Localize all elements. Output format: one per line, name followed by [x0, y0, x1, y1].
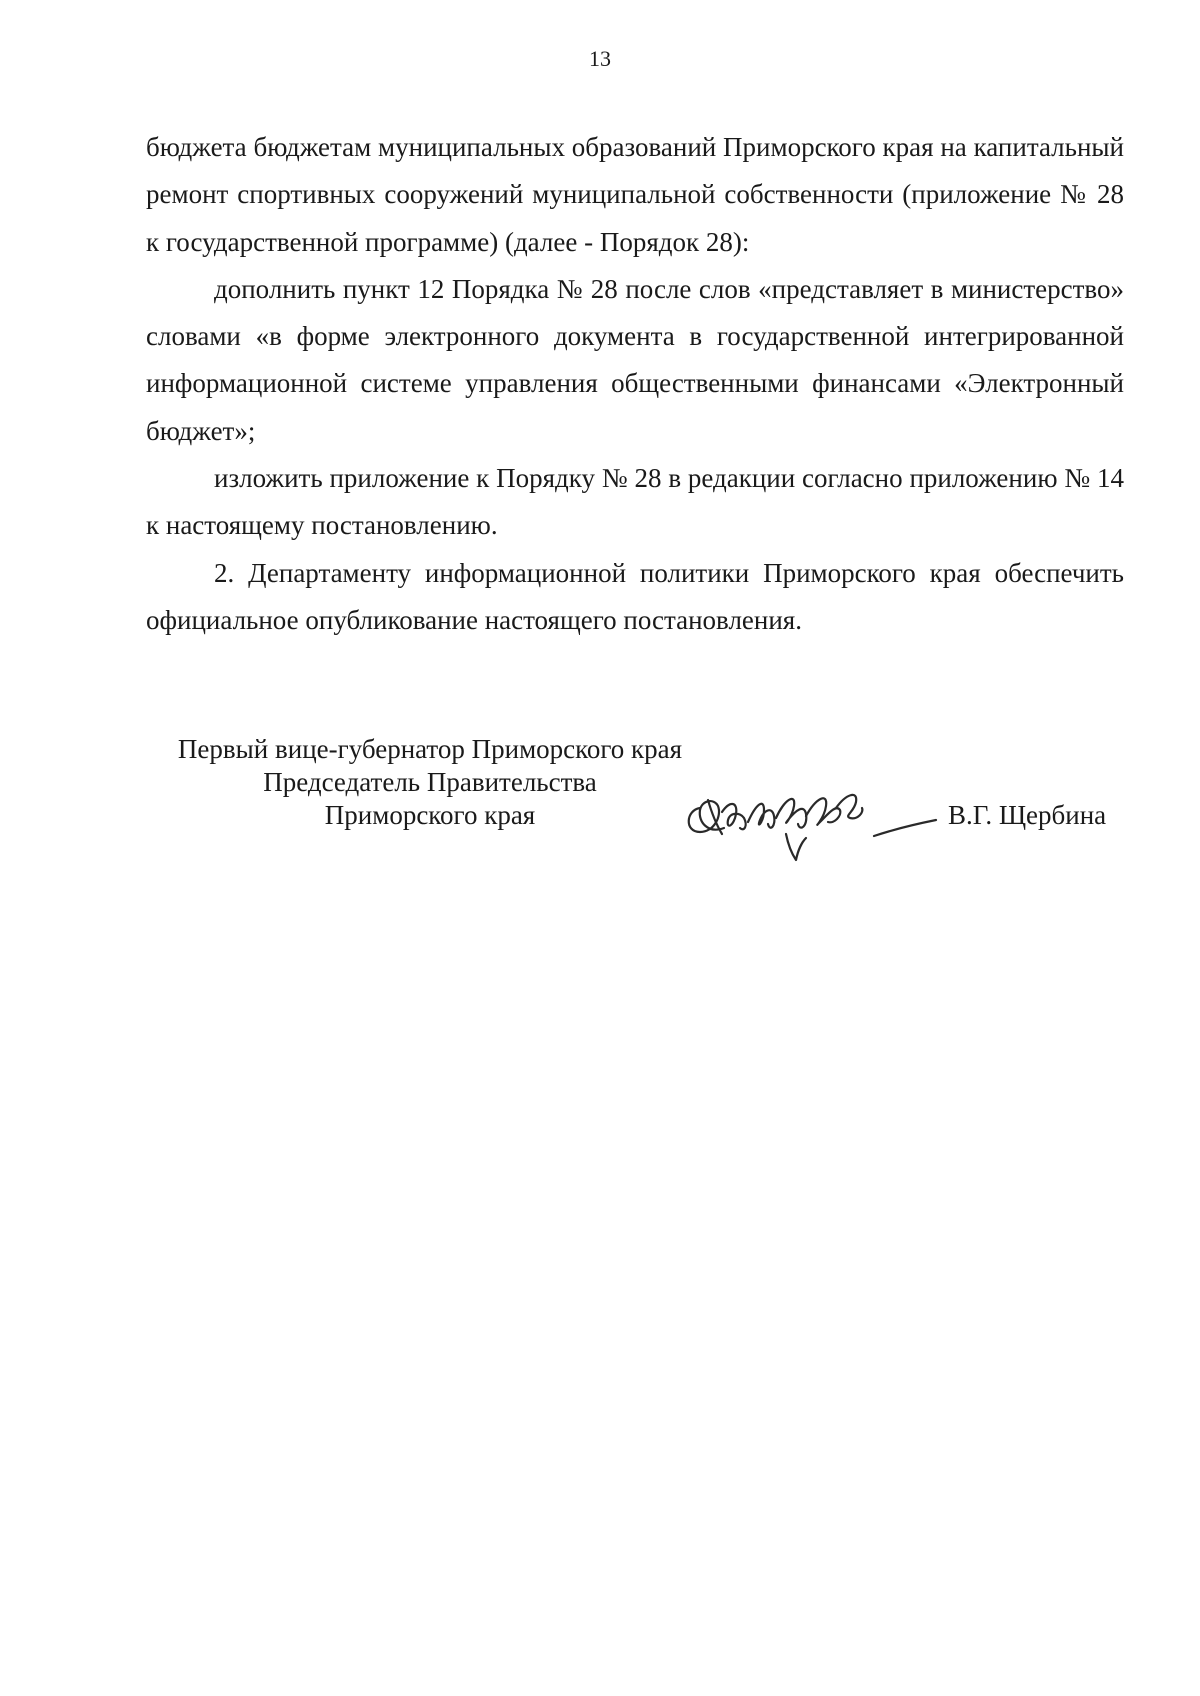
paragraph-continuation: бюджета бюджетам муниципальных образований Приморского края на капитальный ремонт спортивных сооружений муниципальной собственности (приложение № 28 к государственной программе) (далее - Порядок 28):	[146, 132, 1124, 257]
handwritten-signature	[678, 770, 938, 880]
page-number: 13	[589, 46, 611, 71]
signatory-position-line: Приморского края	[324, 800, 536, 830]
signatory-position-line: Первый вице-губернатор Приморского края	[177, 734, 683, 764]
paragraph-publication: 2. Департаменту информационной политики Приморского края обеспечить официальное опубликование настоящего постановления.	[146, 557, 1124, 635]
paragraph-replace-appendix: изложить приложение к Порядку № 28 в редакции согласно приложению № 14 к настоящему постановлению.	[146, 463, 1124, 541]
document-body	[146, 124, 1124, 644]
signatory-position	[150, 733, 710, 832]
signatory-position-line: Председатель Правительства	[263, 767, 597, 797]
signatory-name: В.Г. Щербина	[948, 800, 1107, 830]
paragraph-amend-clause-12: дополнить пункт 12 Порядка № 28 после слов «представляет в министерство» словами «в форме электронного документа в государственной интегрированной информационной системе управления общественными финансами «Электронный бюджет»;	[146, 273, 1124, 446]
